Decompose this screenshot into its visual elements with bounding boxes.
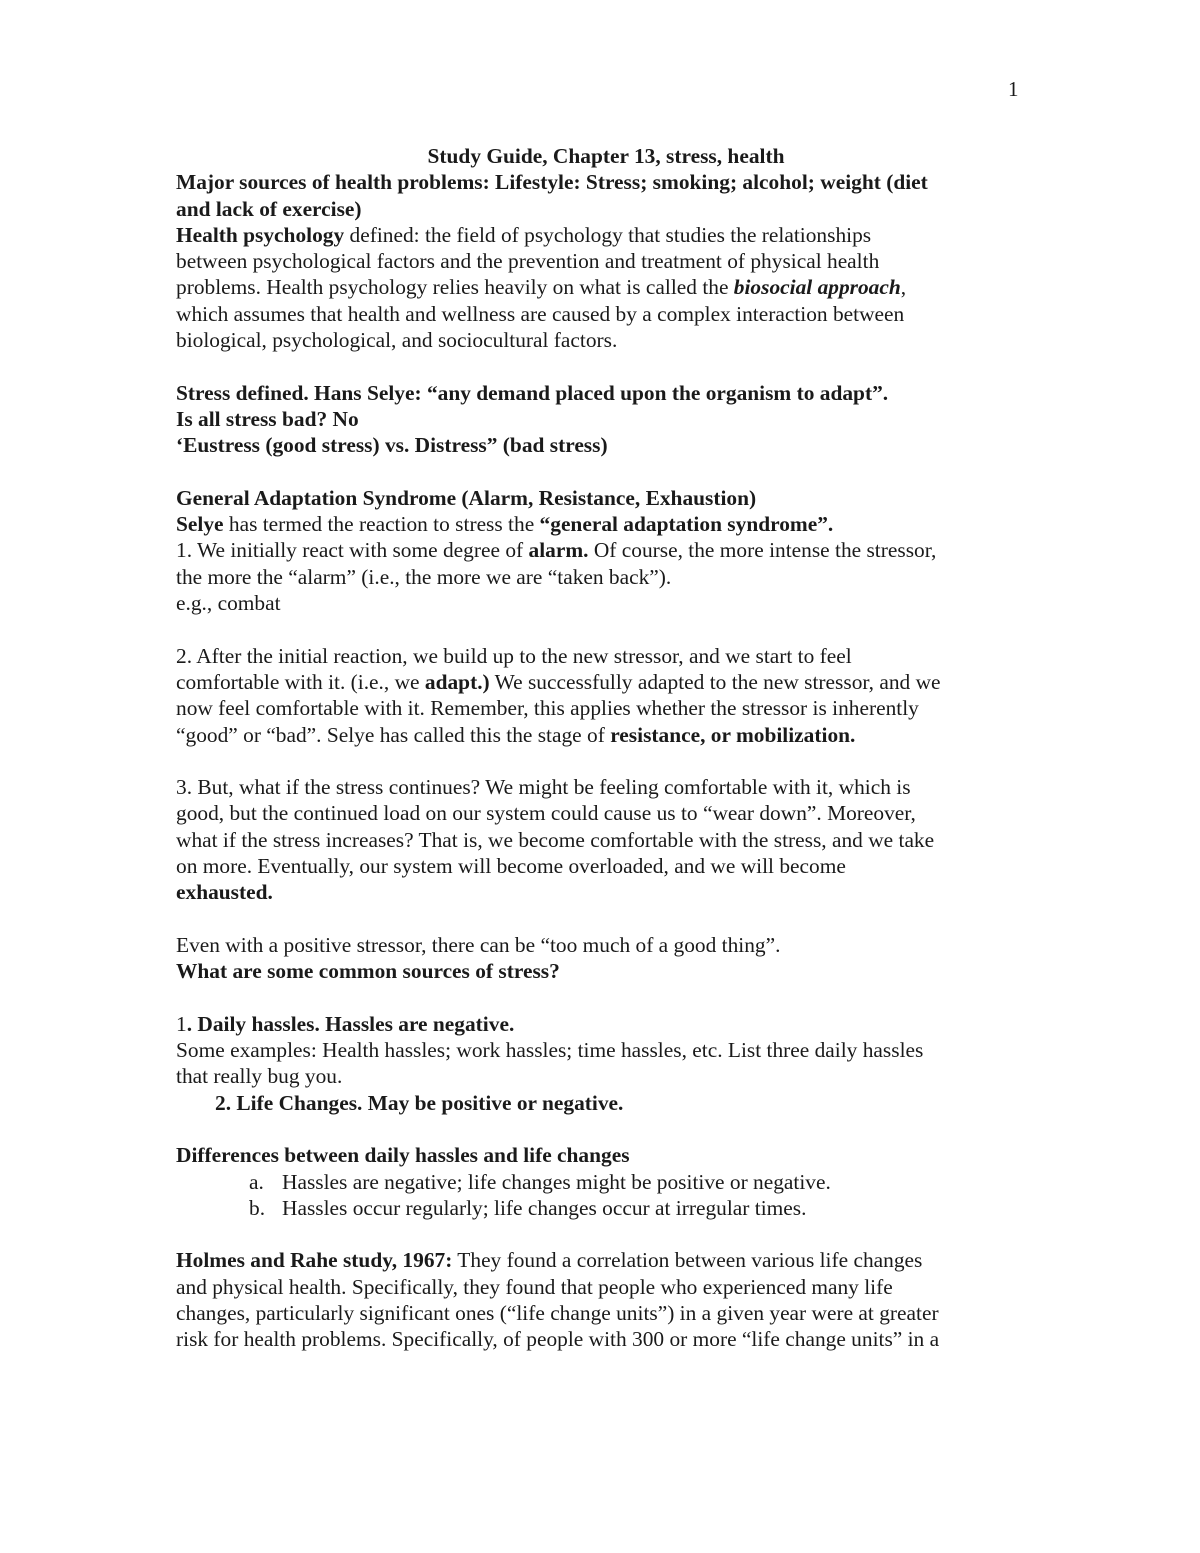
major-sources-paragraph: Major sources of health problems: Lifestyle: Stress; smoking; alcohol; weight (diet and lack of exercise) [176, 170, 928, 221]
daily-hassles-section: 1. Daily hassles. Hassles are negative. Some examples: Health hassles; work hassles; time hassles, etc. List three daily hassles that really bug you. [176, 1011, 924, 1089]
gas-stage-3: 3. But, what if the stress continues? We might be feeling comfortable with it, which is good, but the continued load on our system could cause us to “wear down”. Moreover, what if the stress increases? That is, we become comfortable with the stress, and we take on more. Eventually, our system will become overloaded, and we will become exhausted. [176, 775, 935, 905]
document-title: Study Guide, Chapter 13, stress, health [427, 144, 785, 168]
health-psychology-paragraph: Health psychology defined: the field of psychology that studies the relationships between psychological factors and the prevention and treatment of physical health problems. Health psychology relies heavily on what is called the biosocial approach, which assumes that health and wellness are caused by a complex interaction between biological, psychological, and sociocultural factors. [176, 222, 907, 353]
gas-stage-2: 2. After the initial reaction, we build up to the new stressor, and we start to feel comfortable with it. (i.e., we adapt.) We successfully adapted to the new stressor, and we now feel comfortable with it. Remember, this applies whether the stressor is inherently “good” or “bad”. Selye has called this the stage of resistance, or mobilization. [176, 643, 941, 747]
stress-defined-section: Stress defined. Hans Selye: “any demand placed upon the organism to adapt”. Is all stress bad? No ‘Eustress (good stress) vs. Distress” (bad stress) [176, 380, 889, 458]
document-body [176, 143, 1036, 1353]
gas-stage-1: 1. We initially react with some degree of alarm. Of course, the more intense the stressor, [176, 538, 937, 563]
list-item: b. Hassles occur regularly; life changes occur at irregular times. [249, 1195, 807, 1220]
gas-section: General Adaptation Syndrome (Alarm, Resistance, Exhaustion) Selye has termed the reaction to stress the “general adaptation syndrome”. 1. We initially react with some degree of alarm. Of course, the more intense the stressor, the more the “alarm” (i.e., the more we are “taken back”). e.g., combat 2. After the initial reaction, we build up to the new stressor, and we start to feel comfortable with it. (i.e., we adapt.) We successfully adapted to the new stressor, and we now feel comfortable with it. Remember, this applies whether the stressor is inherently “good” or “bad”. Selye has called this the stage of resistance, or mobilization. 3. But, what if the stress continues? We might be feeling comfortable with it, which is good, but the continued load on our system could cause us to “wear down”. Moreover, what if the stress increases? That is, we become comfortable with the stress, and we take on more. Eventually, our system will become overloaded, and we will become exhausted. [176, 485, 1036, 906]
list-item: a. Hassles are negative; life changes might be positive or negative. [249, 1169, 831, 1194]
differences-section [176, 1142, 1036, 1221]
life-changes-heading: 2. Life Changes. May be positive or negative. [215, 1090, 624, 1115]
positive-stressor-note: Even with a positive stressor, there can be “too much of a good thing”. [176, 932, 781, 957]
page-number: 1 [1008, 77, 1019, 101]
differences-heading: Differences between daily hassles and life changes [176, 1143, 630, 1168]
gas-heading: General Adaptation Syndrome (Alarm, Resistance, Exhaustion) [176, 485, 757, 510]
holmes-rahe-paragraph: Holmes and Rahe study, 1967: They found a correlation between various life changes and physical health. Specifically, they found that people who experienced many life changes, particularly significant ones (“life change units”) in a given year were at greater risk for health problems. Specifically, of people with 300 or more “life change units” in a [176, 1248, 940, 1352]
common-sources-question: What are some common sources of stress? [176, 959, 560, 984]
health-psychology-term: Health psychology [176, 222, 345, 247]
biosocial-approach-term: biosocial approach [733, 275, 901, 300]
